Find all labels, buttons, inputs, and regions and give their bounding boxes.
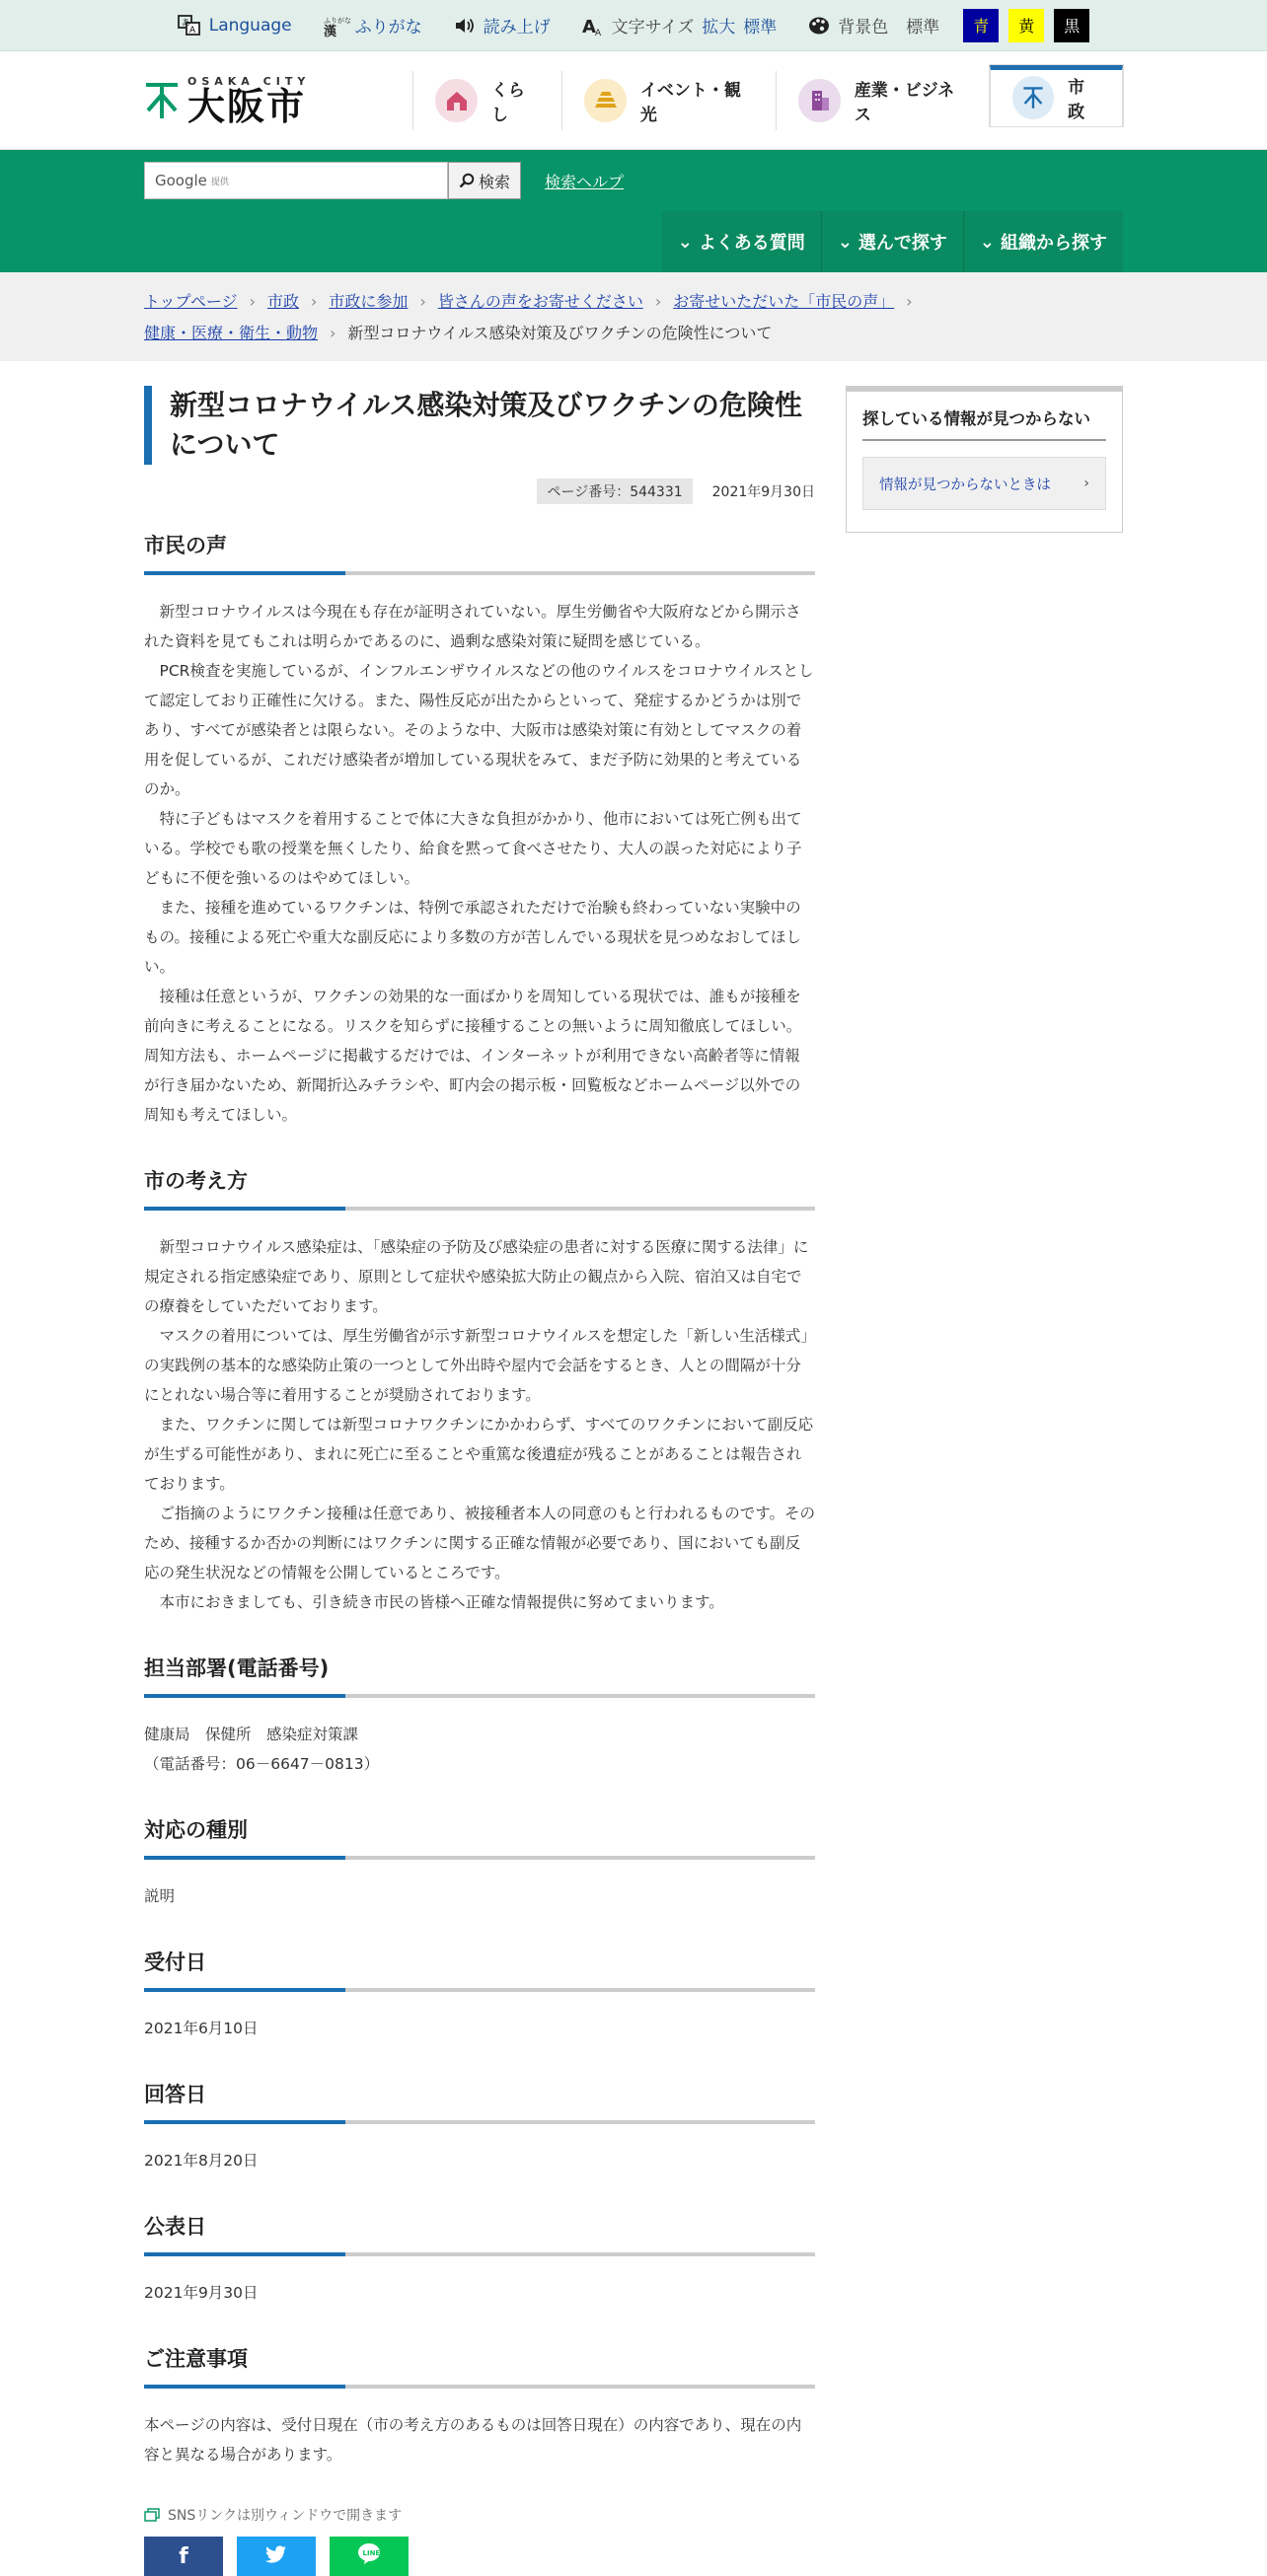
chevron-right-icon: › xyxy=(310,292,318,311)
svg-text:ふりがな: ふりがな xyxy=(323,16,351,25)
nav-business-label: 産業・ビジネス xyxy=(854,80,955,125)
read-aloud-link[interactable]: 読み上げ xyxy=(454,13,551,37)
house-icon xyxy=(435,79,478,122)
font-size-icon xyxy=(582,15,604,37)
facebook-icon: f xyxy=(179,2543,188,2569)
svg-text:LINE: LINE xyxy=(362,2549,381,2557)
department-phone: （電話番号：06－6647－0813） xyxy=(144,1755,380,1773)
chevron-right-icon: › xyxy=(419,292,426,311)
ruby-icon xyxy=(323,15,351,39)
svg-text:A: A xyxy=(581,16,596,37)
section-department xyxy=(144,1653,815,1779)
breadcrumb-health[interactable]: 健康・医療・衛生・動物 xyxy=(144,324,319,342)
paragraph: また、ワクチンに関しては新型コロナワクチンにかかわらず、すべてのワクチンにおいて副反応が生ずる可能性があり、まれに死亡に至ることや重篤な後遺症が残ることがあることは報告されております。 xyxy=(144,1416,814,1493)
paragraph: 接種は任意というが、ワクチンの効果的な一面ばかりを周知している現状では、誰もが接種を前向きに考えることになる。リスクを知らずに接種することの無いように周知徹底してほしい。周知方法も、ホームページに掲載するだけでは、インターネットが利用できない高齢者等に情報が行き届かないため、新聞折込みチラシや、町内会の掲示板・回覧板などホームページ以外での周知も考えてほしい。 xyxy=(144,988,802,1124)
pagoda-icon xyxy=(584,79,627,122)
twitter-share-button[interactable] xyxy=(237,2537,316,2576)
nav-city-government[interactable] xyxy=(990,65,1123,126)
nav-business[interactable] xyxy=(776,71,989,130)
search-placeholder: Google xyxy=(155,172,207,189)
breadcrumb-participate[interactable]: 市政に参加 xyxy=(329,292,409,311)
bg-yellow-button[interactable]: 黄 xyxy=(1008,9,1044,42)
response-type: 説明 xyxy=(144,1887,176,1905)
breadcrumb-top[interactable]: トップページ xyxy=(144,292,238,311)
breadcrumb-citizen-voice[interactable]: お寄せいただいた「市民の声」 xyxy=(673,292,895,311)
section-body xyxy=(144,597,815,1130)
osaka-city-emblem-icon xyxy=(144,81,180,120)
section-city-view xyxy=(144,1165,815,1617)
section-response-type xyxy=(144,1814,815,1911)
section-body xyxy=(144,2278,815,2308)
search-band xyxy=(0,150,1267,272)
search-provided: 提供 xyxy=(210,177,229,187)
sns-note-text: SNSリンクは別ウィンドウで開きます xyxy=(168,2508,403,2524)
sidebar-help-box xyxy=(846,386,1123,533)
info-not-found-label: 情報が見つからないときは xyxy=(879,477,1051,493)
twitter-icon xyxy=(265,2544,287,2569)
answer-date: 2021年8月20日 xyxy=(144,2152,259,2170)
section-body xyxy=(144,1881,815,1911)
chevron-down-icon: ⌄ xyxy=(677,231,693,253)
line-share-button[interactable] xyxy=(330,2537,409,2576)
bg-blue-button[interactable]: 青 xyxy=(963,9,999,42)
site-logo[interactable] xyxy=(144,71,395,130)
chevron-right-icon: › xyxy=(249,292,256,311)
chevron-right-icon: › xyxy=(654,292,662,311)
breadcrumb-shisei[interactable]: 市政 xyxy=(266,292,299,311)
section-heading: 市の考え方 xyxy=(144,1165,815,1211)
nav-living[interactable] xyxy=(412,71,561,130)
section-body xyxy=(144,2410,815,2469)
utility-bar xyxy=(0,0,1267,51)
sub-nav xyxy=(662,211,1123,272)
sidebar-title: 探している情報が見つからない xyxy=(862,405,1106,441)
language-link[interactable]: あ A Language xyxy=(178,15,292,37)
section-heading: 市民の声 xyxy=(144,530,815,575)
paragraph: 特に子どもはマスクを着用することで体に大きな負担がかかり、他市においては死亡例も出ている。学校でも歌の授業を無くしたり、給食を黙って食べさせたり、大人の誤った対応により子どもに不便を強いるのはやめてほしい。 xyxy=(144,810,802,887)
logo-english: OSAKA CITY xyxy=(187,75,311,88)
svg-text:A: A xyxy=(188,25,195,36)
sns-buttons xyxy=(144,2537,815,2576)
search-button[interactable] xyxy=(448,162,521,199)
subnav-browse[interactable] xyxy=(821,211,963,272)
subnav-organization-label: 組織から探す xyxy=(1001,233,1107,254)
search-help-link[interactable]: 検索ヘルプ xyxy=(545,172,625,191)
chevron-down-icon: ⌄ xyxy=(837,231,853,253)
facebook-share-button[interactable] xyxy=(144,2537,223,2576)
chevron-down-icon: ⌄ xyxy=(979,231,995,253)
published-date: 2021年9月30日 xyxy=(144,2284,259,2302)
section-heading: 担当部署(電話番号) xyxy=(144,1653,815,1698)
font-size-label: 文字サイズ xyxy=(611,18,695,37)
section-received-date xyxy=(144,1947,815,2043)
building-icon xyxy=(798,79,841,122)
search-icon xyxy=(459,173,475,188)
received-date: 2021年6月10日 xyxy=(144,2020,259,2037)
section-notice xyxy=(144,2343,815,2469)
bg-black-button[interactable]: 黒 xyxy=(1054,9,1089,42)
bg-standard-button[interactable]: 標準 xyxy=(906,18,940,37)
font-large-button[interactable]: 拡大 xyxy=(702,18,736,37)
city-emblem-icon xyxy=(1012,76,1055,119)
nav-events[interactable] xyxy=(561,71,776,130)
paragraph: 本市におきましても、引き続き市民の皆様へ正確な情報提供に努めてまいります。 xyxy=(159,1593,724,1611)
section-body xyxy=(144,1720,815,1779)
speaker-icon xyxy=(454,16,476,36)
site-header xyxy=(0,51,1267,150)
nav-events-label: イベント・観光 xyxy=(639,80,741,125)
nav-living-label: くらし xyxy=(490,80,525,125)
section-heading: 対応の種別 xyxy=(144,1814,815,1860)
section-published-date xyxy=(144,2211,815,2308)
translate-icon xyxy=(178,15,201,37)
sns-note xyxy=(144,2505,815,2525)
subnav-organization[interactable] xyxy=(963,211,1123,272)
paragraph: マスクの着用については、厚生労働省が示す新型コロナウイルスを想定した「新しい生活様式」の実践例の基本的な感染防止策の一つとして外出時や屋内で会話をするとき、人との間隔が十分にとれない場合等に着用することが奨励されております。 xyxy=(144,1327,809,1404)
nav-city-government-label: 市政 xyxy=(1068,78,1085,122)
page-id: ページ番号：544331 xyxy=(537,478,692,504)
info-not-found-button[interactable] xyxy=(862,457,1106,510)
paragraph: 新型コロナウイルスは今現在も存在が証明されていない。厚生労働省や大阪府などから開示された資料を見てもこれは明らかであるのに、過剰な感染対策に疑問を感じている。 xyxy=(144,603,801,650)
palette-icon xyxy=(808,16,830,36)
line-icon xyxy=(357,2542,381,2570)
background-color-control xyxy=(808,9,1089,42)
section-citizen-voice xyxy=(144,530,815,1130)
section-answer-date xyxy=(144,2079,815,2175)
font-standard-button[interactable]: 標準 xyxy=(743,18,778,37)
paragraph: また、接種を進めているワクチンは、特例で承認されただけで治験も終わっていない実験中のもの。接種による死亡や重大な副反応により多数の方が苦しんでいる現状を見つめなおしてほしい。 xyxy=(144,899,801,976)
subnav-faq-label: よくある質問 xyxy=(698,233,805,254)
furigana-link[interactable]: ふりがな 漢 ふりがな xyxy=(323,16,422,39)
breadcrumb-send-voice[interactable]: 皆さんの声をお寄せください xyxy=(437,292,643,311)
section-body xyxy=(144,1232,815,1617)
new-window-icon xyxy=(144,2508,160,2522)
section-heading: 受付日 xyxy=(144,1947,815,1992)
svg-text:漢: 漢 xyxy=(323,24,336,39)
section-heading: 公表日 xyxy=(144,2211,815,2256)
page-date: 2021年9月30日 xyxy=(711,484,815,500)
logo-japanese: 大阪市 xyxy=(187,85,307,128)
page-title: 新型コロナウイルス感染対策及びワクチンの危険性について xyxy=(144,386,815,465)
chevron-right-icon: › xyxy=(1083,476,1089,491)
notice-text: 本ページの内容は、受付日現在（市の考え方のあるものは回答日現在）の内容であり、現在の内容と異なる場合があります。 xyxy=(144,2416,802,2464)
global-nav xyxy=(412,71,1123,130)
section-heading: ご注意事項 xyxy=(144,2343,815,2389)
font-size-control xyxy=(582,13,778,37)
svg-text:あ: あ xyxy=(181,18,190,29)
article xyxy=(144,386,815,2576)
section-heading: 回答日 xyxy=(144,2079,815,2124)
subnav-browse-label: 選んで探す xyxy=(857,233,947,254)
page-meta xyxy=(144,478,815,504)
svg-text:A: A xyxy=(594,28,601,38)
search-input[interactable] xyxy=(144,162,448,199)
subnav-faq[interactable] xyxy=(662,211,821,272)
sns-share xyxy=(144,2505,815,2576)
paragraph: 新型コロナウイルス感染症は、「感染症の予防及び感染症の患者に対する医療に関する法律」に規定される指定感染症であり、原則として症状や感染拡大防止の観点から入院、宿泊又は自宅での療養をしていただいております。 xyxy=(144,1238,809,1315)
breadcrumb-current: 新型コロナウイルス感染対策及びワクチンの危険性について xyxy=(347,324,773,342)
department-name: 健康局 保健所 感染症対策課 xyxy=(144,1726,359,1743)
bg-label: 背景色 xyxy=(838,18,889,37)
paragraph: PCR検査を実施しているが、インフルエンザウイルスなどの他のウイルスをコロナウイルスとして認定しており正確性に欠ける。また、陽性反応が出たからといって、発症するかどうかは別であり、すべてが感染者とは限らない。そのような中、大阪市は感染対策に有効としてマスクの着用を促しているが、これだけ感染者が増加している現状をみて、まだ予防に効果的と考えているのか。 xyxy=(144,662,814,798)
paragraph: ご指摘のようにワクチン接種は任意であり、被接種者本人の同意のもと行われるものです。そのため、接種するか否かの判断にはワクチンに関する正確な情報が必要であり、国においても副反応の発生状況などの情報を公開しているところです。 xyxy=(144,1505,815,1582)
section-body xyxy=(144,2146,815,2175)
search-button-label: 検索 xyxy=(478,172,510,191)
section-body xyxy=(144,2014,815,2043)
chevron-right-icon: › xyxy=(906,292,913,311)
site-search xyxy=(144,162,624,199)
chevron-right-icon: › xyxy=(330,324,336,342)
breadcrumb xyxy=(0,272,1267,361)
